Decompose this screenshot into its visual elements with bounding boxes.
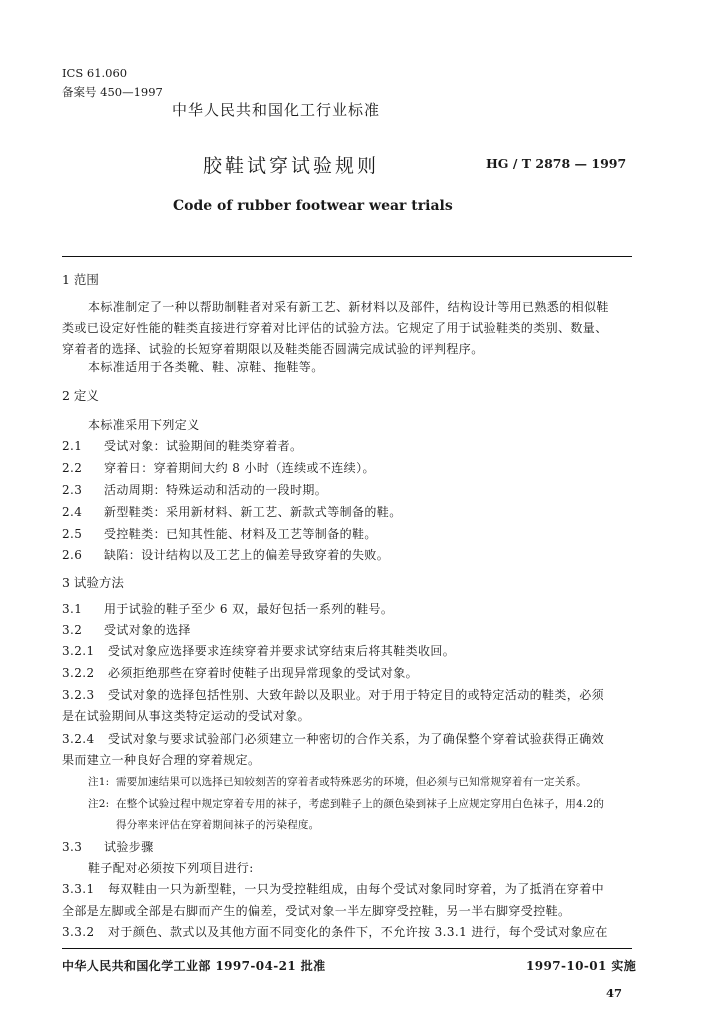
clause-text: 每双鞋由一只为新型鞋，一只为受控鞋组成，由每个受试对象同时穿着，为了抵消在穿着中 (108, 882, 605, 896)
definition-number: 2.5 (62, 527, 83, 541)
clause-3-3-1-continued: 全部是左脚或全部是右脚而产生的偏差，受试对象一半左脚穿受控鞋，另一半右脚穿受控鞋。 (62, 904, 571, 918)
note-label: 注1: (88, 776, 110, 788)
standard-code: HG / T 2878 — 1997 (486, 156, 627, 171)
clause-text: 用于试验的鞋子至少 6 双，最好包括一系列的鞋号。 (104, 602, 394, 616)
clause-3-2-4 (62, 730, 604, 747)
record-number: 备案号 450—1997 (62, 85, 163, 99)
clause-number: 3.2.1 (62, 644, 95, 658)
clause-3-1 (62, 600, 393, 617)
definition-number: 2.3 (62, 483, 83, 497)
section-1-paragraph-line: 类或已设定好性能的鞋类直接进行穿着对比评估的试验方法。它规定了用于试验鞋类的类别、数量、 (62, 321, 608, 335)
clause-text: 受试对象的选择包括性别、大致年龄以及职业。对于用于特定目的或特定活动的鞋类，必须 (108, 688, 605, 702)
page-number: 47 (606, 986, 623, 1000)
note-text: 在整个试验过程中规定穿着专用的袜子，考虑到鞋子上的颜色染到袜子上应规定穿用白色袜子，用4.2的 (116, 798, 605, 810)
definition-number: 2.6 (62, 548, 83, 562)
section-3-heading: 3 试验方法 (62, 575, 124, 590)
clause-number: 3.2.3 (62, 688, 95, 702)
section-1-scope: 本标准适用于各类靴、鞋、凉鞋、拖鞋等。 (88, 360, 324, 374)
note-label: 注2: (88, 798, 110, 810)
clause-3-3 (62, 838, 154, 855)
definition-text: 穿着日：穿着期间大约 8 小时（连续或不连续）。 (104, 461, 375, 475)
clause-number: 3.3 (62, 840, 83, 854)
definition-item (62, 546, 389, 563)
definition-text: 受试对象：试验期间的鞋类穿着者。 (104, 439, 303, 453)
clause-3-2-3-continued: 是在试验期间从事这类特定运动的受试对象。 (62, 709, 311, 723)
clause-3-2-2 (62, 664, 418, 681)
clause-3-2 (62, 621, 191, 638)
clause-text: 受试对象的选择 (104, 623, 191, 637)
note-2-continued: 得分率来评估在穿着期间袜子的污染程度。 (116, 819, 320, 831)
definition-text: 新型鞋类：采用新材料、新工艺、新款式等制备的鞋。 (104, 505, 402, 519)
definition-number: 2.1 (62, 439, 83, 453)
clause-text: 试验步骤 (104, 840, 154, 854)
note-text: 需要加速结果可以选择已知较刻苦的穿着者或特殊恶劣的环境，但必须与已知常规穿着有一定关系。 (116, 776, 587, 788)
section-2-intro: 本标准采用下列定义 (88, 418, 200, 432)
header-divider (62, 256, 632, 257)
definition-text: 缺陷：设计结构以及工艺上的偏差导致穿着的失败。 (104, 548, 390, 562)
clause-number: 3.3.1 (62, 882, 95, 896)
ics-code: ICS 61.060 (62, 66, 128, 80)
clause-3-3-1 (62, 880, 604, 897)
clause-number: 3.3.2 (62, 925, 95, 939)
definition-item (62, 437, 302, 454)
definition-item (62, 525, 377, 542)
english-title: Code of rubber footwear wear trials (173, 198, 453, 214)
clause-3-2-1 (62, 642, 455, 659)
clause-3-3-2 (62, 923, 608, 940)
definition-number: 2.4 (62, 505, 83, 519)
definition-number: 2.2 (62, 461, 83, 475)
definition-text: 受控鞋类：已知其性能、材料及工艺等制备的鞋。 (104, 527, 377, 541)
effective-date: 1997-10-01 实施 (526, 959, 637, 973)
note-1 (88, 774, 587, 789)
clause-number: 3.1 (62, 602, 83, 616)
definition-item (62, 503, 402, 520)
clause-number: 3.2.4 (62, 732, 95, 746)
standard-category: 中华人民共和国化工行业标准 (172, 101, 381, 119)
definition-item (62, 459, 375, 476)
clause-number: 3.2.2 (62, 666, 95, 680)
clause-text: 受试对象与要求试验部门必须建立一种密切的合作关系，为了确保整个穿着试验获得正确效 (108, 732, 605, 746)
clause-text: 对于颜色、款式以及其他方面不同变化的条件下，不允许按 3.3.1 进行，每个受试对象应在 (108, 925, 608, 939)
page-title: 胶鞋试穿试验规则 (203, 155, 380, 177)
clause-text: 必须拒绝那些在穿着时使鞋子出现异常现象的受试对象。 (108, 666, 419, 680)
definition-text: 活动周期：特殊运动和活动的一段时期。 (104, 483, 328, 497)
section-1-paragraph-line: 穿着者的选择、试验的长短穿着期限以及鞋类能否圆满完成试验的评判程序。 (62, 342, 484, 356)
clause-text: 受试对象应选择要求连续穿着并要求试穿结束后将其鞋类收回。 (108, 644, 456, 658)
issuer-approval: 中华人民共和国化学工业部 1997-04-21 批准 (62, 959, 326, 973)
definition-item (62, 481, 327, 498)
note-2 (88, 796, 604, 811)
clause-3-3-intro: 鞋子配对必须按下列项目进行: (88, 861, 254, 875)
clause-3-2-4-continued: 果而建立一种良好合理的穿着规定。 (62, 753, 261, 767)
section-1-heading: 1 范围 (62, 272, 99, 287)
footer-divider (62, 948, 632, 949)
clause-3-2-3 (62, 686, 604, 703)
clause-number: 3.2 (62, 623, 83, 637)
section-1-paragraph-line: 本标准制定了一种以帮助制鞋者对采有新工艺、新材料以及部件，结构设计等用已熟悉的相似鞋 (88, 300, 609, 314)
section-2-heading: 2 定义 (62, 388, 99, 403)
